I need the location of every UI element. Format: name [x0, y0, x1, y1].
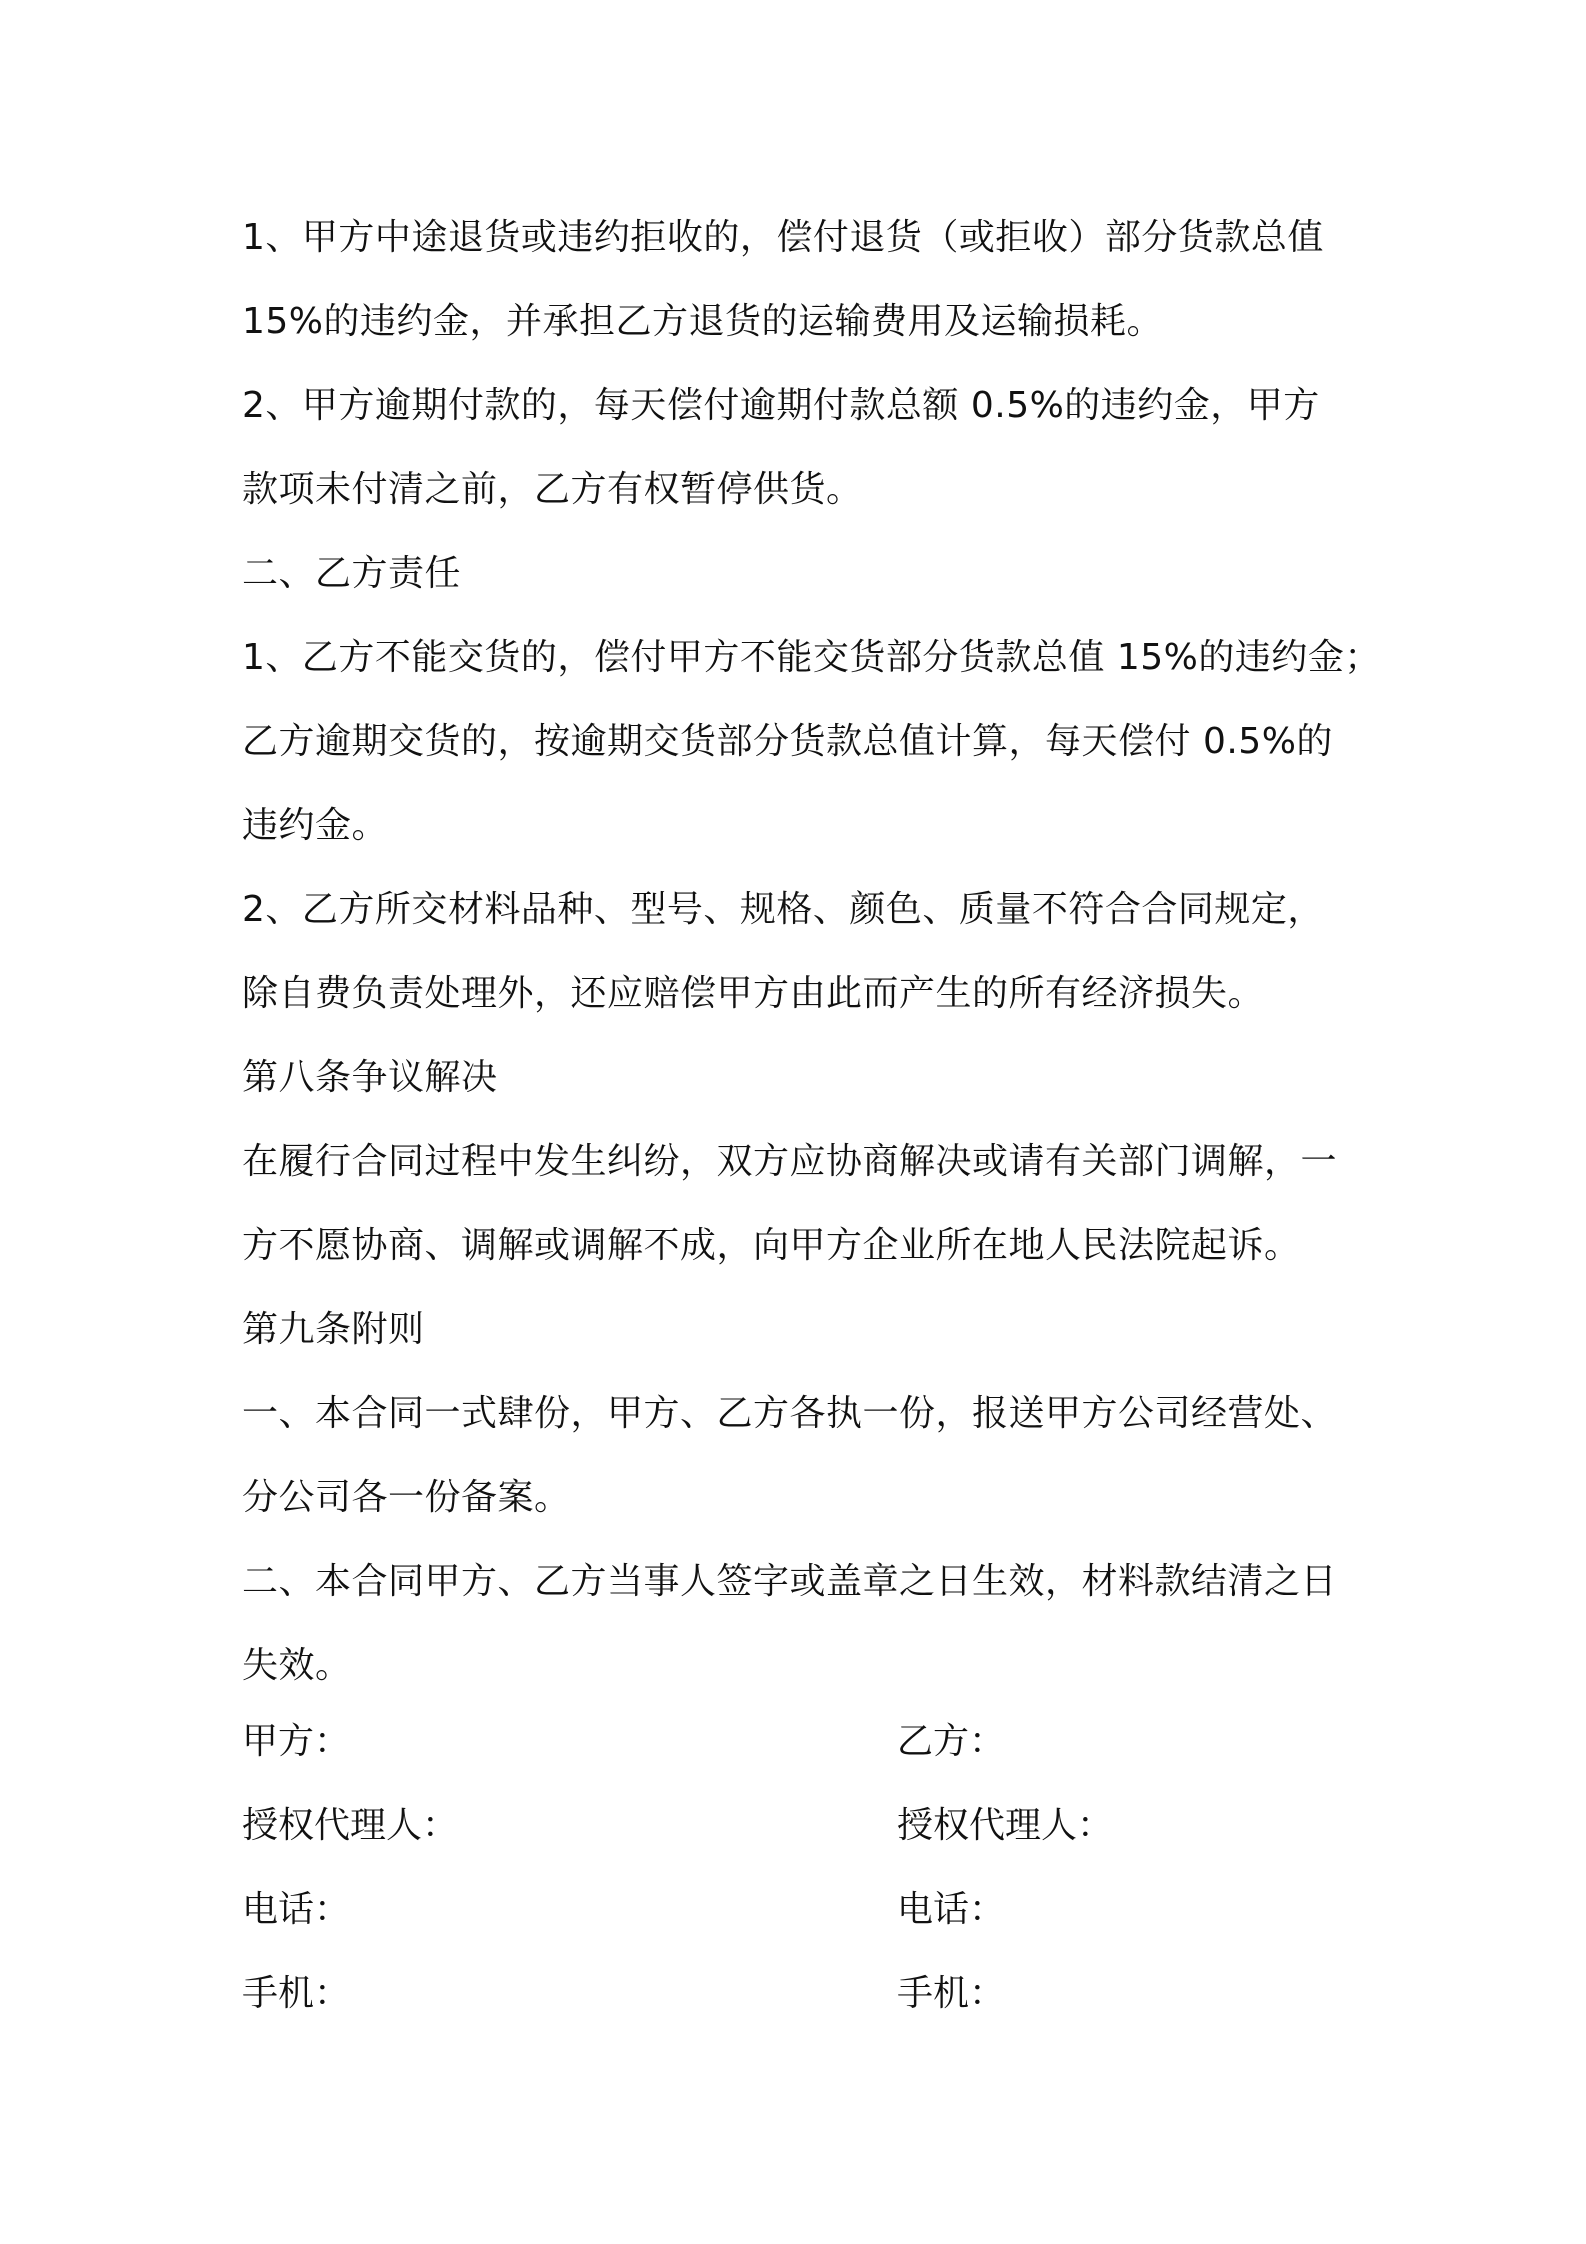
text-line: 15%的违约金，并承担乙方退货的运输费用及运输损耗。	[242, 301, 1164, 342]
signature-row-agent	[242, 1784, 1362, 1868]
party-a-label: 甲方：	[242, 1721, 351, 1762]
article-heading: 第九条附则	[242, 1309, 425, 1350]
party-b-agent-label: 授权代理人：	[897, 1805, 1114, 1846]
text-line: 乙方逾期交货的，按逾期交货部分货款总值计算，每天偿付 0.5%的	[242, 721, 1333, 762]
party-b-phone-label: 电话：	[897, 1889, 1006, 1930]
text-line: 分公司各一份备案。	[242, 1477, 571, 1518]
text-line: 二、本合同甲方、乙方当事人签字或盖章之日生效，材料款结清之日	[242, 1561, 1338, 1602]
party-a-phone-label: 电话：	[242, 1889, 351, 1930]
text-line: 方不愿协商、调解或调解不成，向甲方企业所在地人民法院起诉。	[242, 1225, 1301, 1266]
text-line: 失效。	[242, 1645, 352, 1686]
text-line: 2、乙方所交材料品种、型号、规格、颜色、质量不符合合同规定，	[242, 889, 1324, 930]
signature-row-phone	[242, 1868, 1362, 1952]
text-line: 2、甲方逾期付款的，每天偿付逾期付款总额 0.5%的违约金，甲方	[242, 385, 1320, 426]
party-a-mobile-label: 手机：	[242, 1973, 351, 2014]
article-heading: 第八条争议解决	[242, 1057, 498, 1098]
text-line: 在履行合同过程中发生纠纷，双方应协商解决或请有关部门调解，一	[242, 1141, 1338, 1182]
contract-body	[242, 196, 1381, 1708]
party-a-agent-label: 授权代理人：	[242, 1805, 459, 1846]
signature-row-party	[242, 1700, 1362, 1784]
party-b-label: 乙方：	[897, 1721, 1006, 1762]
text-line: 一、本合同一式肆份，甲方、乙方各执一份，报送甲方公司经营处、	[242, 1393, 1338, 1434]
text-line: 1、乙方不能交货的，偿付甲方不能交货部分货款总值 15%的违约金；	[242, 637, 1381, 678]
text-line: 1、甲方中途退货或违约拒收的，偿付退货（或拒收）部分货款总值	[242, 217, 1324, 258]
text-line: 违约金。	[242, 805, 389, 846]
party-b-mobile-label: 手机：	[897, 1973, 1006, 2014]
section-heading: 二、乙方责任	[242, 553, 462, 594]
text-line: 款项未付清之前，乙方有权暂停供货。	[242, 469, 863, 510]
signature-block	[242, 1700, 1362, 2036]
signature-row-mobile	[242, 1952, 1362, 2036]
text-line: 除自费负责处理外，还应赔偿甲方由此而产生的所有经济损失。	[242, 973, 1265, 1014]
